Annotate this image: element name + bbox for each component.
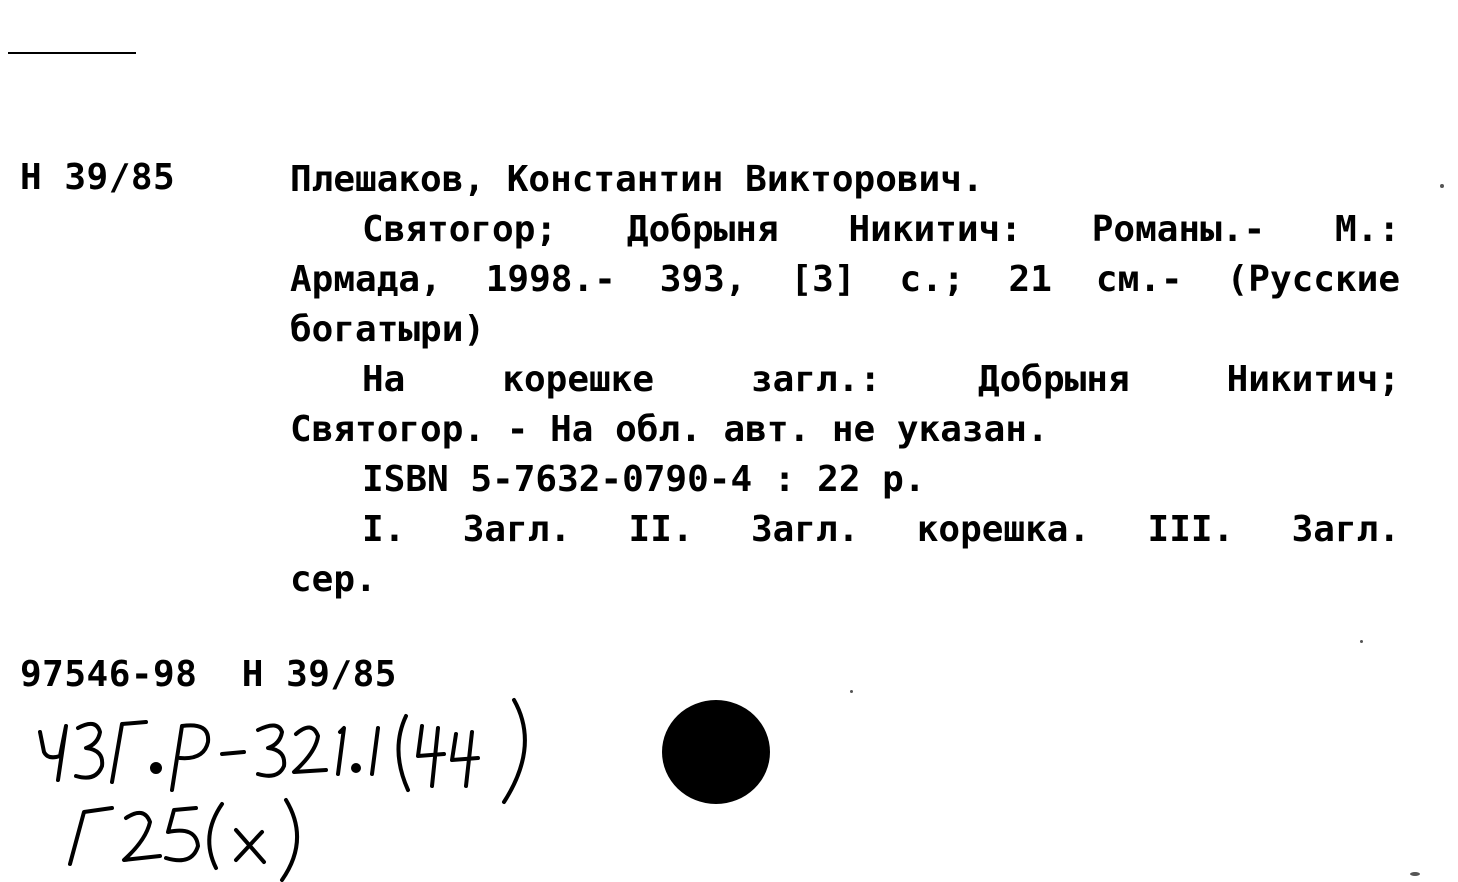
note-line-1: На корешке загл.: Добрыня Никитич; — [362, 359, 1400, 400]
speck — [1410, 872, 1420, 876]
footer-ids: 97546-98 Н 39/85 — [20, 654, 397, 695]
speck — [850, 690, 853, 693]
title-line-1: Святогор; Добрыня Никитич: Романы.- М.: — [362, 209, 1400, 250]
punch-hole — [662, 700, 770, 804]
tracings-line-1: I. Загл. II. Загл. корешка. III. Загл. — [362, 509, 1400, 550]
speck — [1440, 184, 1444, 188]
title-line-2: Армада, 1998.- 393, [3] с.; 21 см.- (Русские — [290, 259, 1400, 300]
title-line-3: богатыри) — [290, 309, 486, 350]
note-line-2: Святогор. - На обл. авт. не указан. — [290, 409, 1049, 450]
shelfmark: Н 39/85 — [20, 157, 176, 198]
tracings-line-2: сер. — [290, 559, 377, 600]
speck — [1360, 640, 1363, 643]
isbn-line: ISBN 5-7632-0790-4 : 22 р. — [362, 459, 926, 500]
author-heading: Плешаков, Константин Викторович. — [290, 159, 984, 200]
